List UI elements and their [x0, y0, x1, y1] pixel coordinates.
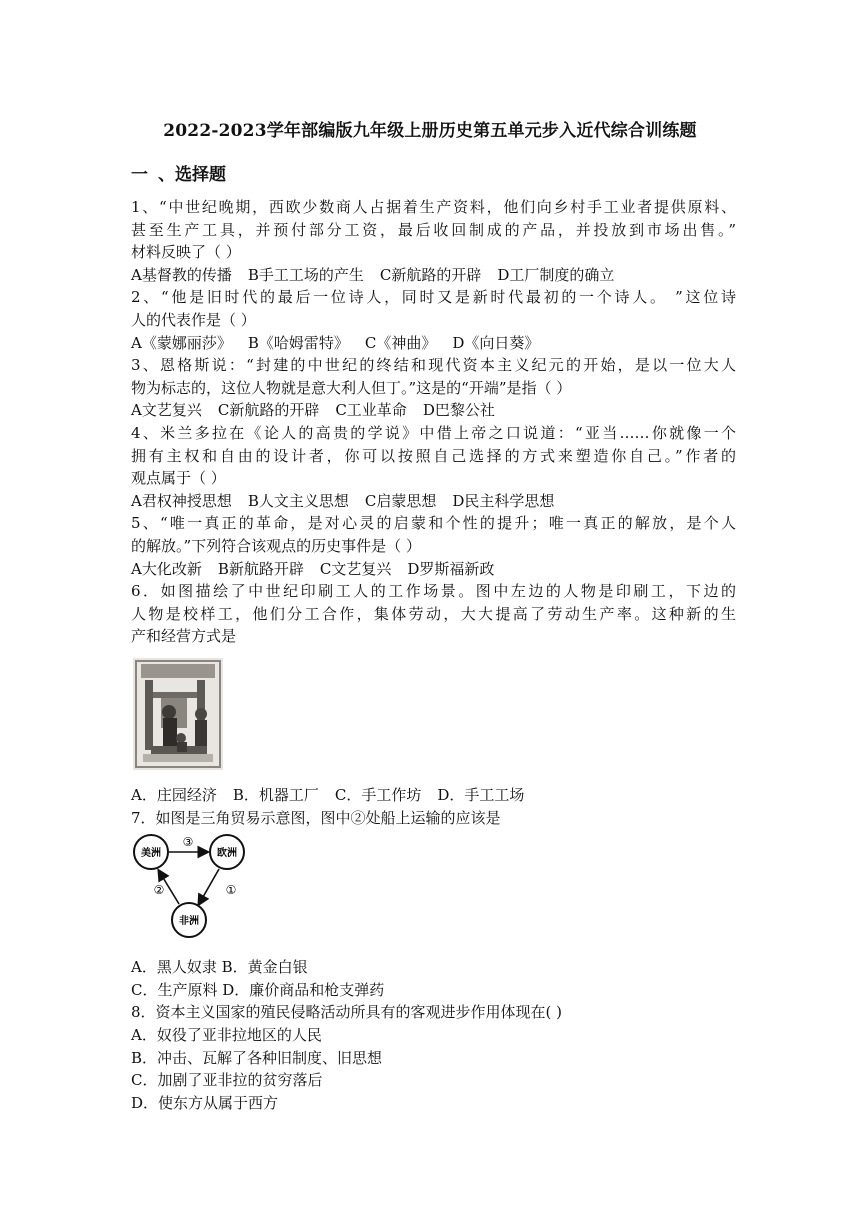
answer-option-row[interactable]: C．生产原料 D．廉价商品和枪支弹药 [131, 980, 385, 999]
question-text-line: 7．如图是三角贸易示意图，图中②处船上运输的应该是 [131, 809, 501, 828]
question-text-line: 的解放。”下列符合该观点的历史事件是（ ） [131, 536, 421, 555]
option-d[interactable]: D民主科学思想 [452, 491, 555, 510]
document-title: 2022-2023学年部编版九年级上册历史第五单元步入近代综合训练题 [163, 121, 697, 141]
option-c[interactable]: C工业革命 [335, 401, 407, 420]
answer-option-row[interactable]: A．黑人奴隶 B．黄金白银 [131, 958, 308, 977]
option-a[interactable]: A基督教的传播 [131, 265, 232, 284]
route-label: ① [225, 882, 237, 897]
question-text-line: 物为标志的，这位人物就是意大利人但丁。”这是的“开端”是指（ ） [131, 378, 572, 397]
question-7 [131, 807, 736, 1001]
question-text-line: 产和经营方式是 [131, 627, 237, 646]
triangle-trade-diagram [131, 832, 251, 944]
option-c[interactable]: C启蒙思想 [364, 491, 437, 510]
option-c[interactable]: C．手工作坊 [334, 786, 422, 805]
option-c[interactable]: C文艺复兴 [319, 559, 392, 578]
question-3 [131, 354, 736, 422]
question-text-line: 材料反映了（ ） [131, 243, 241, 262]
option-d[interactable]: D．手工工场 [437, 786, 525, 805]
answer-options [131, 784, 736, 807]
option-c[interactable]: C．加剧了亚非拉的贫穷落后 [131, 1071, 323, 1090]
option-b[interactable]: C新航路的开辟 [217, 401, 320, 420]
question-text-line: 甚至生产工具，并预付部分工资，最后收回制成的产品，并投放到市场出售。” [131, 220, 736, 239]
option-d[interactable]: D工厂制度的确立 [497, 265, 615, 284]
arrow-1 [199, 869, 219, 904]
question-text-line: 1、“中世纪晚期，西欧少数商人占据着生产资料，他们向乡村手工业者提供原料、 [131, 198, 736, 216]
question-text-line: 4、米兰多拉在《论人的高贵的学说》中借上帝之口说道：“亚当……你就像一个 [131, 423, 736, 442]
question-text-line: 8．资本主义国家的殖民侵略活动所具有的客观进步作用体现在( ) [131, 1003, 563, 1022]
option-b[interactable]: B《哈姆雷特》 [247, 333, 349, 352]
answer-options [131, 332, 736, 355]
question-5 [131, 512, 736, 580]
question-text-line: 人的代表作是（ ） [131, 310, 256, 329]
node-label: 非洲 [179, 915, 199, 927]
section-label: 、选择题 [158, 165, 226, 185]
question-text-line: 3、恩格斯说：“封建的中世纪的终结和现代资本主义纪元的开始，是以一位大人 [131, 356, 736, 375]
section-prefix: 一 [131, 165, 148, 185]
answer-options [131, 558, 736, 581]
option-a[interactable]: A君权神授思想 [131, 491, 232, 510]
option-b[interactable]: B．冲击、瓦解了各种旧制度、旧思想 [131, 1048, 383, 1067]
option-d[interactable]: D《向日葵》 [452, 333, 540, 352]
option-c[interactable]: C新航路的开辟 [379, 265, 482, 284]
question-text-line: 人物是校样工，他们分工合作，集体劳动，大大提高了劳动生产率。这种新的生 [131, 604, 736, 623]
question-text-line: 2、“他是旧时代的最后一位诗人，同时又是新时代最初的一个诗人。 ”这位诗 [131, 288, 736, 307]
question-6 [131, 580, 736, 807]
node-label: 美洲 [141, 847, 161, 859]
question-8 [131, 1001, 736, 1114]
option-a[interactable]: A文艺复兴 [131, 401, 202, 420]
question-text-line: 观点属于（ ） [131, 469, 226, 488]
option-a[interactable]: A．庄园经济 [131, 786, 217, 805]
option-d[interactable]: D．使东方从属于西方 [131, 1093, 279, 1112]
option-b[interactable]: B．机器工厂 [232, 786, 319, 805]
section-heading [131, 160, 226, 185]
printing-workshop-image [133, 658, 223, 770]
question-2 [131, 286, 736, 354]
question-4 [131, 422, 736, 512]
route-label: ③ [182, 834, 194, 849]
question-text-line: 6．如图描绘了中世纪印刷工人的工作场景。图中左边的人物是印刷工，下边的 [131, 582, 736, 601]
question-text-line: 拥有主权和自由的设计者，你可以按照自己选择的方式来塑造你自己。”作者的 [131, 446, 736, 465]
option-b[interactable]: B人文主义思想 [247, 491, 349, 510]
answer-options [131, 490, 736, 513]
node-label: 欧洲 [217, 847, 237, 859]
route-label: ② [153, 882, 165, 897]
option-a[interactable]: A《蒙娜丽莎》 [131, 333, 232, 352]
option-c[interactable]: C《神曲》 [364, 333, 437, 352]
question-1 [131, 196, 736, 286]
answer-options [131, 264, 736, 287]
option-a[interactable]: A．奴役了亚非拉地区的人民 [131, 1026, 322, 1045]
question-list [131, 196, 736, 1114]
option-b[interactable]: B新航路开辟 [217, 559, 304, 578]
option-d[interactable]: D罗斯福新政 [407, 559, 495, 578]
option-b[interactable]: B手工工场的产生 [247, 265, 364, 284]
answer-options [131, 399, 736, 422]
question-text-line: 5、“唯一真正的革命，是对心灵的启蒙和个性的提升；唯一真正的解放，是个人 [131, 514, 736, 533]
option-a[interactable]: A大化改新 [131, 559, 202, 578]
option-d[interactable]: D巴黎公社 [422, 401, 495, 420]
